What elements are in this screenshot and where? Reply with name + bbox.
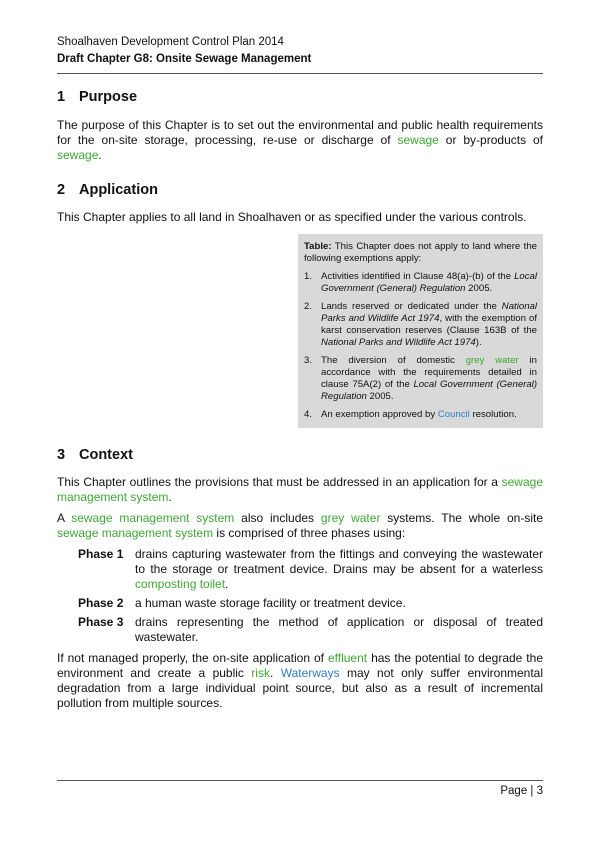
text-run: is comprised of three phases using:: [213, 526, 406, 540]
text-run: National Parks and Wildlife Act 1974: [321, 337, 476, 348]
section-title: Context: [79, 447, 133, 463]
text-run: also includes: [234, 511, 321, 525]
exemptions-table-box: [298, 234, 543, 428]
page-header: [57, 34, 543, 68]
link-risk[interactable]: risk: [251, 666, 270, 680]
header-rule: [57, 73, 543, 74]
phase-text: [135, 547, 543, 592]
context-paragraph-3: [57, 651, 543, 711]
link-grey-water[interactable]: grey water: [320, 511, 381, 525]
section-heading-purpose: [57, 88, 543, 106]
list-item: [304, 301, 537, 349]
phase-label: Phase 3: [78, 615, 124, 629]
section-title: Application: [79, 182, 158, 198]
list-number: 4.: [304, 409, 313, 420]
text-run: This Chapter does not apply to land where the following exemptions apply:: [304, 241, 537, 264]
link-waterways[interactable]: Waterways: [280, 666, 340, 680]
link-sewage[interactable]: sewage: [57, 148, 99, 162]
text-run: may not only suffer environmental degradation from a large individual point source, but also as a result of incremental pollution from multiple sources.: [57, 666, 544, 710]
text-run: Local Government (General) Regulation: [321, 379, 538, 402]
text-run: .: [98, 148, 102, 162]
text-run: If not managed properly, the on-site application of: [57, 651, 328, 665]
text-run: ).: [475, 337, 482, 348]
text-run: The diversion of domestic: [321, 355, 466, 366]
text-run: or by-products of: [438, 133, 544, 147]
link-sewage-management-system[interactable]: sewage management system: [71, 511, 235, 525]
link-effluent[interactable]: effluent: [327, 651, 368, 665]
phase-item: [78, 547, 543, 592]
phase-label: Phase 2: [78, 596, 124, 610]
section-heading-context: [57, 446, 543, 464]
phase-item: [78, 615, 543, 645]
list-number: 1.: [304, 271, 313, 282]
chapter-title: Draft Chapter G8: Onsite Sewage Management: [57, 53, 312, 65]
section-number: 3: [57, 447, 66, 463]
text-run: resolution.: [469, 409, 517, 420]
phase-text: drains representing the method of application or disposal of treated wastewater.: [135, 615, 543, 644]
text-run: .: [168, 490, 172, 504]
text-run: Local Government (General) Regulation: [321, 271, 537, 294]
phase-label: Phase 1: [78, 547, 124, 561]
text-run: Lands reserved or dedicated under the: [321, 301, 502, 312]
section-heading-application: [57, 181, 543, 199]
exemptions-list: [304, 271, 537, 421]
phases-list: [57, 547, 543, 645]
link-council[interactable]: Council: [437, 409, 470, 420]
link-composting-toilet[interactable]: composting toilet: [135, 577, 226, 591]
text-run: An exemption approved by: [321, 409, 438, 420]
link-sewage-management-system[interactable]: sewage management system: [57, 526, 214, 540]
list-item: [304, 409, 537, 421]
text-run: 2005.: [465, 283, 493, 294]
link-sewage[interactable]: sewage: [397, 133, 439, 147]
text-run: in accordance with the requirements detailed in clause 75A(2) of the: [321, 355, 537, 390]
section-number: 1: [57, 89, 66, 105]
phase-item: [78, 596, 543, 611]
link-sewage-management-system[interactable]: sewage management system: [57, 475, 543, 504]
text-run: National Parks and Wildlife Act 1974: [321, 301, 537, 324]
document-title: Shoalhaven Development Control Plan 2014: [57, 36, 284, 48]
table-label: Table:: [304, 241, 332, 252]
list-number: 3.: [304, 355, 313, 366]
section-number: 2: [57, 182, 66, 198]
context-paragraph-1: [57, 475, 543, 505]
text-run: This Chapter outlines the provisions that must be addressed in an application for a: [57, 475, 502, 489]
context-paragraph-2: [57, 511, 543, 541]
text-run: .: [225, 577, 229, 591]
text-run: has the potential to degrade the environment and create a public: [57, 651, 543, 680]
text-run: , with the exemption of karst conservation reserves (Clause 163B of the: [321, 313, 537, 336]
page-number: Page | 3: [500, 785, 543, 797]
application-paragraph: This Chapter applies to all land in Shoalhaven or as specified under the various controls.: [57, 210, 527, 224]
text-run: .: [269, 666, 281, 680]
purpose-paragraph: [57, 118, 543, 163]
table-intro: [304, 241, 537, 265]
text-run: 2005.: [366, 391, 394, 402]
text-run: drains capturing wastewater from the fittings and conveying the wastewater to the storage or treatment device. Drains may be absent for a waterless: [135, 547, 543, 576]
text-run: A: [57, 511, 72, 525]
page-content: [57, 88, 543, 711]
link-grey-water[interactable]: grey water: [465, 355, 519, 366]
footer-rule: [57, 780, 543, 781]
text-run: Activities identified in Clause 48(a)-(b) of the: [321, 271, 515, 282]
section-title: Purpose: [79, 89, 138, 105]
text-run: The purpose of this Chapter is to set out the environmental and public health requirements for the on-site storage, processing, re-use or discharge of: [57, 118, 543, 147]
list-item: [304, 355, 537, 403]
text-run: systems. The whole on-site: [380, 511, 544, 525]
phase-text: a human waste storage facility or treatment device.: [135, 596, 406, 610]
list-item: [304, 271, 537, 295]
list-number: 2.: [304, 301, 313, 312]
